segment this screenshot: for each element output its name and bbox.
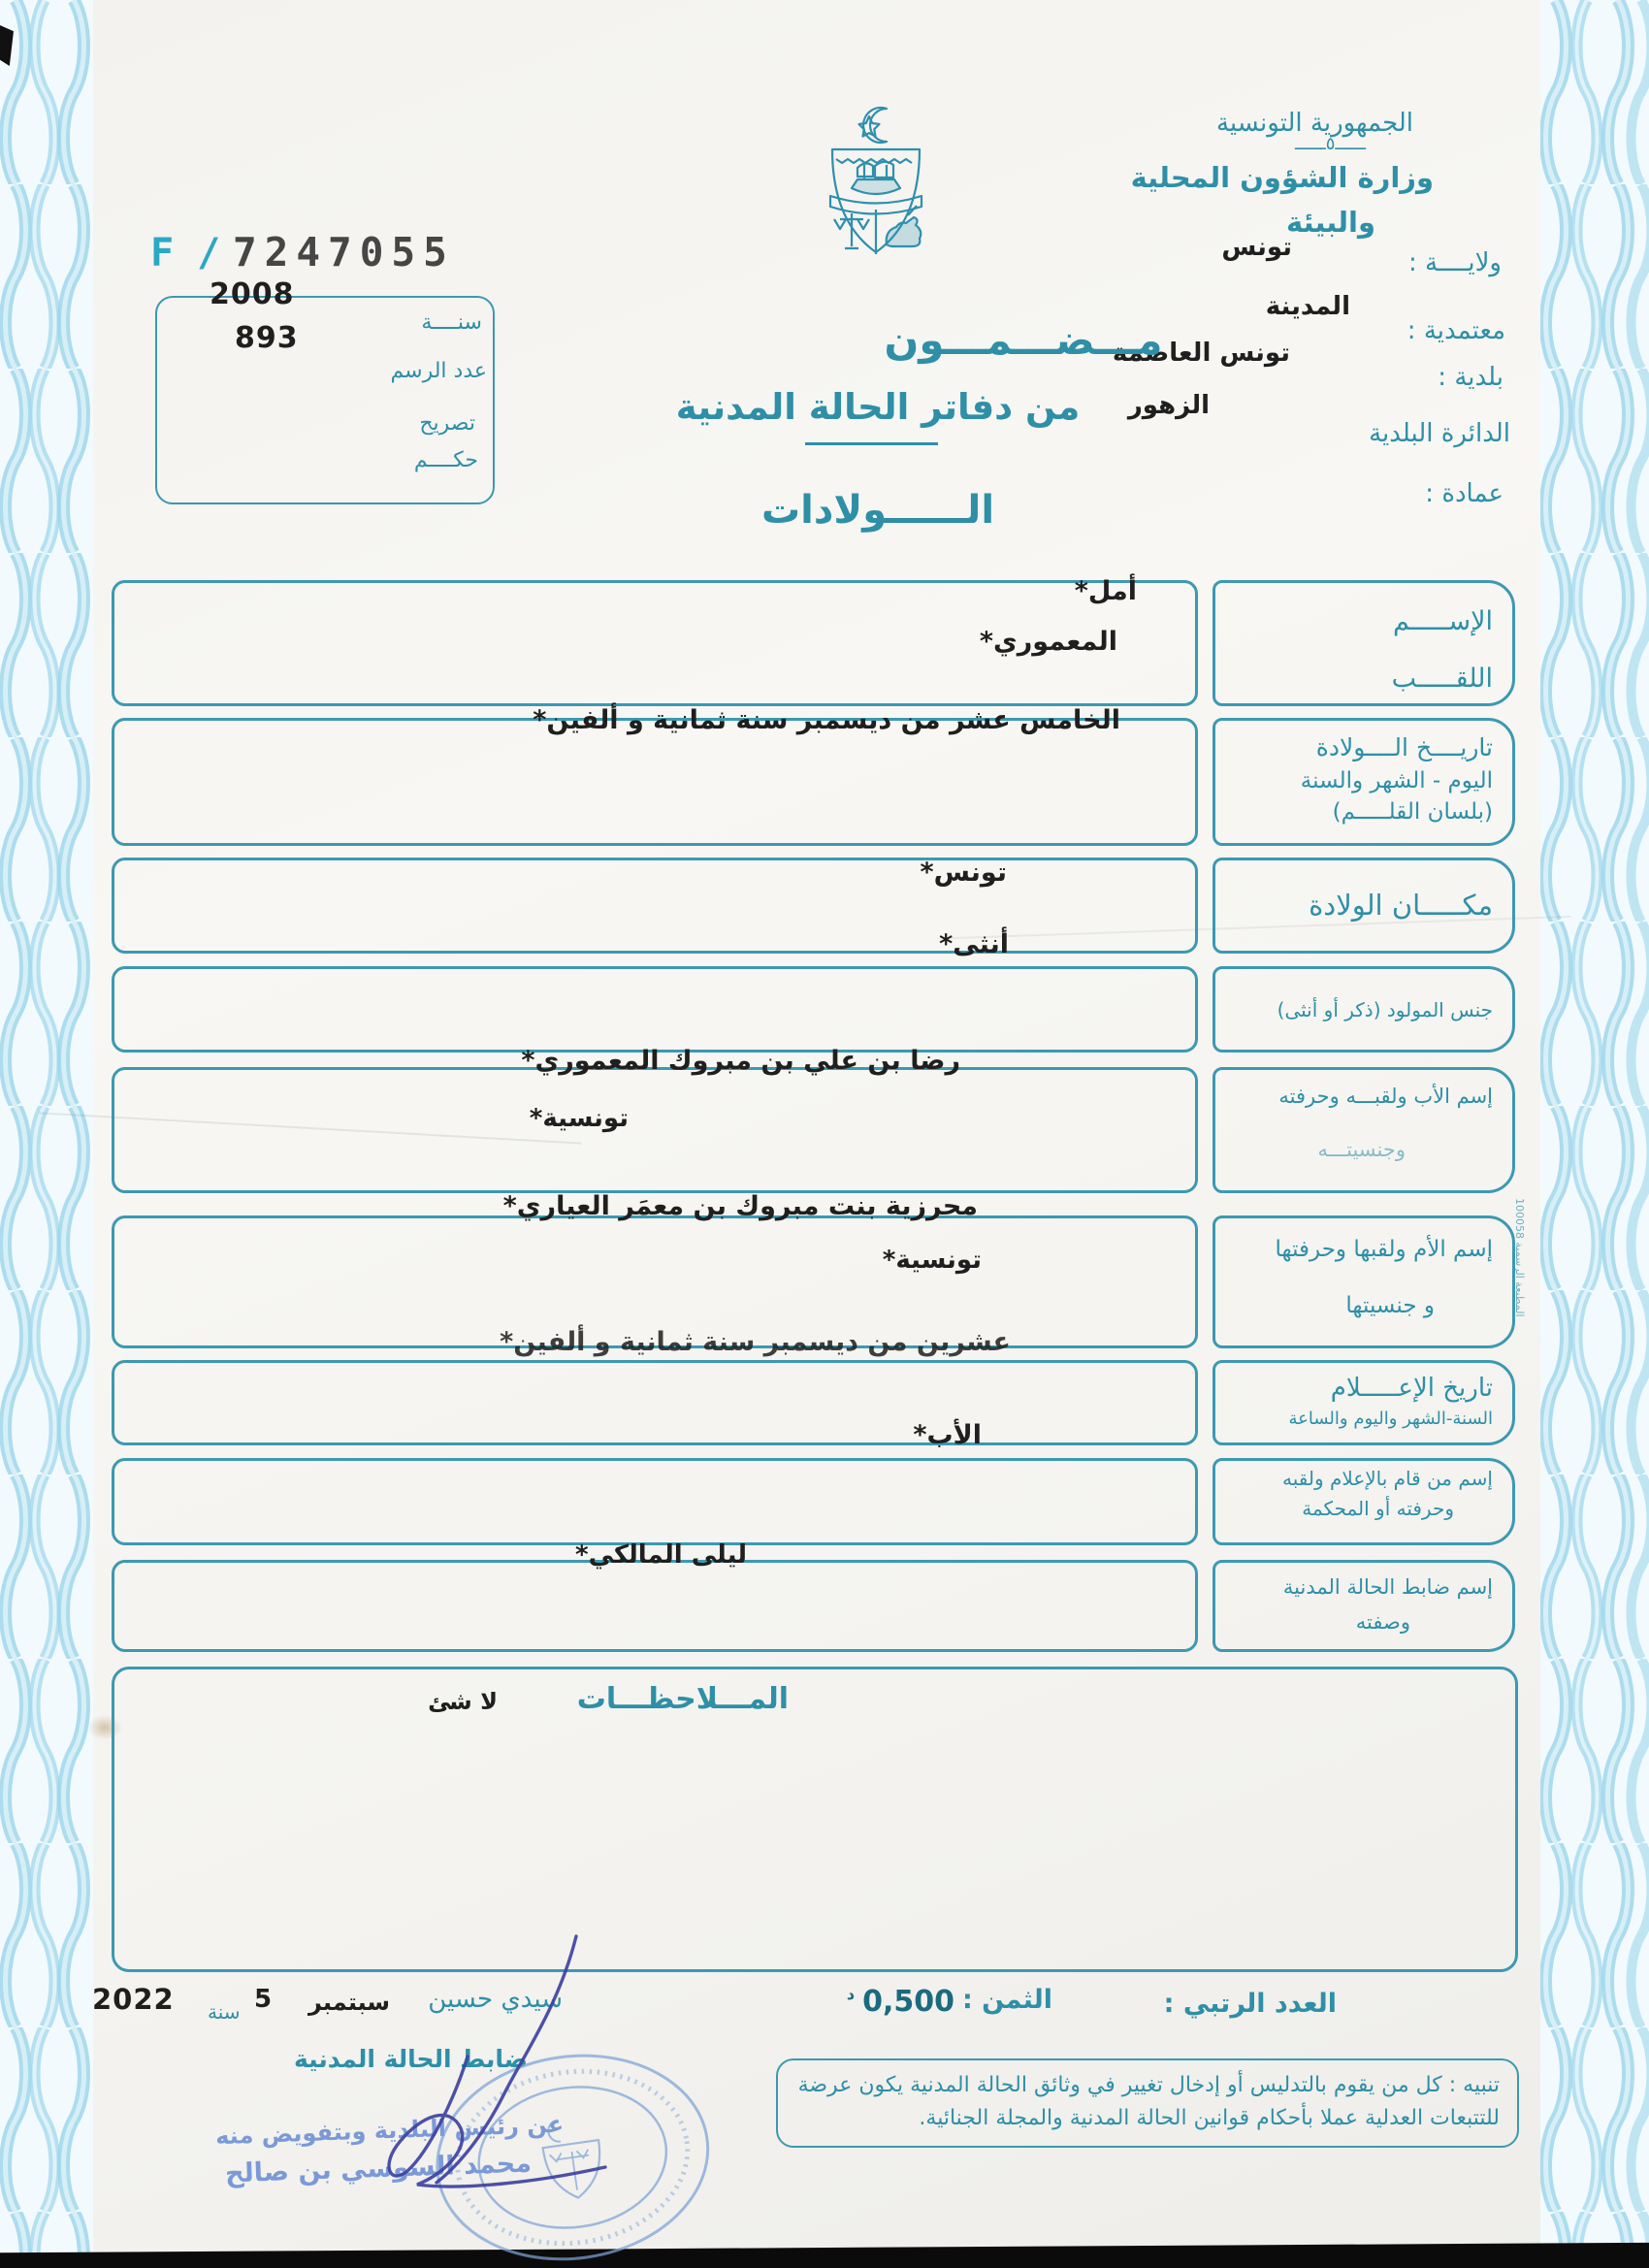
father-name-value: رضا بن علي بن مبروك المعموري*: [521, 1046, 960, 1076]
birth-date-note: (بلسان القلـــــم): [1332, 799, 1493, 826]
registry-year-label: سنــــة: [421, 310, 482, 335]
birth-date-value: الخامس عشر من ديسمبر سنة ثمانية و ألفين*: [533, 705, 1120, 735]
father-label-box: [1212, 1067, 1515, 1193]
price-group: [847, 1985, 1052, 2019]
registrar-label-box: [1212, 1560, 1515, 1652]
mother-nationality-value: تونسية*: [882, 1246, 982, 1275]
wilaya-value: تونس: [1221, 233, 1292, 262]
sex-value: أنثى*: [939, 929, 1009, 959]
birth-place-value-box: [112, 858, 1198, 954]
issue-year-value: 2022: [92, 1983, 175, 2016]
father-nationality-value: تونسية*: [529, 1104, 629, 1133]
notification-date-value-box: [112, 1360, 1198, 1445]
mother-label: إسم الأم ولقبها وحرفتها: [1275, 1237, 1493, 1262]
first-name-label: الإســـــم: [1392, 606, 1493, 636]
birth-place-label-box: [1212, 858, 1515, 954]
notification-date-value: عشرين من ديسمبر سنة ثمانية و ألفين*: [500, 1327, 1011, 1357]
issue-day: 5: [254, 1985, 273, 2014]
registry-declaration-label: تصريح: [419, 411, 475, 436]
registrar-sublabel: وصفته: [1355, 1610, 1410, 1635]
wilaya-label: ولايــــة :: [1407, 248, 1502, 277]
officer-title: ضابط الحالة المدنية: [294, 2045, 528, 2073]
first-name-value: أمل*: [1074, 576, 1137, 606]
handwritten-signature: [320, 1901, 679, 2231]
sex-label-box: [1212, 966, 1515, 1053]
name-label-box: [1212, 580, 1515, 706]
registry-judgment-label: حكــــم: [413, 448, 478, 472]
registrar-value-box: [112, 1560, 1198, 1652]
notes-title: المـــلاحظـــات: [576, 1682, 789, 1716]
stamp-delegation-line: عن رئيس البلدية وبتفويض منه: [214, 2110, 565, 2151]
price-currency: د: [846, 1985, 856, 2003]
district-label: الدائرة البلدية: [1369, 419, 1510, 448]
birth-place-label: مكـــــان الولادة: [1309, 888, 1493, 922]
document-title-line1: مـــضـــمـــون: [884, 316, 1163, 364]
guilloche-left-band: [0, 0, 93, 2268]
delegation-label: معتمدية :: [1406, 316, 1505, 345]
registrar-value: ليلى المالكي*: [575, 1540, 747, 1570]
issue-year-label: سنة: [208, 2000, 241, 2024]
tunisia-coat-of-arms-icon: [813, 99, 939, 283]
father-nationality-label: وجنسيتـــه: [1317, 1138, 1406, 1162]
municipality-label: بلدية :: [1438, 363, 1504, 392]
document-title-line3: الــــــولادات: [760, 488, 995, 533]
issue-month: سبتمبر: [308, 1989, 391, 2016]
registrar-label: إسم ضابط الحالة المدنية: [1282, 1575, 1493, 1599]
father-label: إسم الأب ولقبـــه وحرفته: [1278, 1085, 1493, 1108]
notification-date-label: تاريخ الإعـــــلام: [1330, 1374, 1493, 1403]
fraud-notice-box: [776, 2058, 1519, 2148]
declarant-value: الأب*: [913, 1420, 982, 1450]
fraud-notice-line2: للتتبعات العدلية عملا بأحكام قوانين الحالة المدنية والمجلة الجنائية.: [919, 2106, 1500, 2130]
sex-label: جنس المولود (ذكر أو أنثى): [1277, 997, 1493, 1021]
stamp-officer-name: محمد السوسي بن صالح: [224, 2148, 533, 2189]
birth-date-sublabel: اليوم - الشهر والسنة: [1300, 767, 1493, 794]
document-title-line2: من دفاتر الحالة المدنية: [675, 386, 1081, 428]
last-name-value: المعموري*: [979, 627, 1117, 657]
district-value: الزهور: [1127, 391, 1210, 420]
notification-date-sublabel: السنة-الشهر واليوم والساعة: [1288, 1408, 1493, 1429]
ministry-title-line2: والبيئة: [1286, 206, 1375, 239]
registry-act-value: 893: [235, 321, 299, 355]
municipality-value: تونس العاصمة: [1112, 339, 1290, 368]
price-label: الثمن :: [961, 1985, 1052, 2015]
delegation-value: المدينة: [1265, 292, 1350, 321]
title-underline: [805, 442, 938, 445]
declarant-sublabel: وحرفته أو المحكمة: [1302, 1497, 1454, 1520]
fraud-notice-line1: تنبيه : كل من يقوم بالتدليس أو إدخال تغيير في وثائق الحالة المدنية يكون عرضة: [797, 2073, 1500, 2097]
birth-place-value: تونس*: [920, 858, 1007, 888]
serial-number: 7247055: [233, 229, 455, 275]
notification-date-label-box: [1212, 1360, 1515, 1445]
birth-date-label-box: [1212, 718, 1515, 846]
ministry-title-line1: وزارة الشؤون المحلية: [1130, 161, 1434, 194]
notes-value: لا شئ: [428, 1688, 498, 1715]
imada-label: عمادة :: [1425, 479, 1504, 508]
registry-year-value: 2008: [210, 277, 295, 311]
mother-label-box: [1212, 1215, 1515, 1348]
republic-title: الجمهورية التونسية: [1215, 109, 1413, 138]
registry-act-label: عدد الرسم: [390, 359, 487, 383]
issue-place: سيدي حسين: [428, 1985, 563, 2014]
mother-name-value: محرزية بنت مبروك بن معمَر العياري*: [502, 1191, 978, 1221]
serial-prefix: F /: [150, 231, 221, 275]
last-name-label: اللقـــــب: [1391, 664, 1493, 695]
guilloche-right-band: [1540, 0, 1649, 2268]
declarant-value-box: [112, 1458, 1198, 1545]
birth-date-label: تاريــــخ الــــولادة: [1315, 733, 1493, 761]
declarant-label-box: [1212, 1458, 1515, 1545]
declarant-label: إسم من قام بالإعلام ولقبه: [1282, 1467, 1493, 1490]
scan-bottom-edge: [0, 2243, 1649, 2268]
mother-nationality-label: و جنسيتها: [1345, 1292, 1435, 1318]
birth-date-value-box: [112, 718, 1198, 846]
sex-value-box: [112, 966, 1198, 1053]
father-value-box: [112, 1067, 1198, 1193]
order-number-label: العدد الرتبي :: [1163, 1989, 1337, 2019]
header-divider: ــــــ٥ــــــ: [1295, 134, 1366, 154]
price-value: 0,500: [862, 1985, 954, 2019]
print-office-mark: المطبعة الرسمية 100058: [1513, 1198, 1526, 1317]
